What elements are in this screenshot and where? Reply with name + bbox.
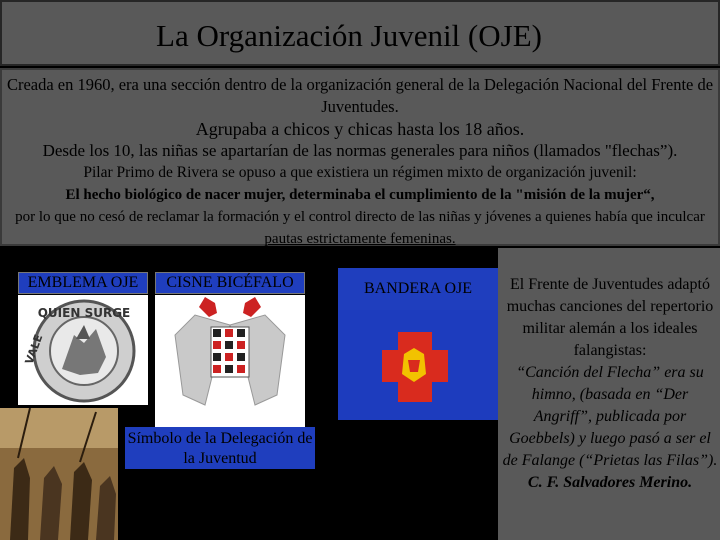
paragraph-age: Agrupaba a chicos y chicas hasta los 18 años. xyxy=(195,119,525,139)
slide-title: La Organización Juvenil (OJE) xyxy=(156,18,542,53)
paragraph-control xyxy=(2,206,718,250)
paragraph-mission: El hecho biológico de nacer mujer, determinaba el cumplimiento de la "misión de la mujer“, xyxy=(65,187,655,203)
flag-cross-icon xyxy=(338,310,498,420)
paragraph-pilar: Pilar Primo de Rivera se opuso a que existiera un régimen mixto de organización juvenil: xyxy=(83,164,637,181)
side-intro: El Frente de Juventudes adaptó muchas canciones del repertorio militar alemán a los ideales falangistas: xyxy=(506,276,714,359)
label-bandera-oje: BANDERA OJE xyxy=(338,268,498,310)
label-emblema-oje: EMBLEMA OJE xyxy=(18,272,148,294)
side-text-box xyxy=(498,248,720,540)
body-text-box xyxy=(0,68,720,246)
emblem-motto-left: VALE xyxy=(22,332,46,367)
youth-group-photo-icon xyxy=(0,408,118,540)
double-headed-eagle-icon xyxy=(155,295,305,427)
cisne-bicefalo-image xyxy=(155,295,305,427)
emblem-badge-icon xyxy=(18,295,148,405)
paragraph-control-underlined: pautas estrictamente femeninas. xyxy=(264,231,456,247)
label-cisne-bicefalo: CISNE BICÉFALO xyxy=(155,272,305,294)
historical-photo xyxy=(0,408,118,540)
side-quote: “Canción del Flecha” era su himno, (basada en “Der Angriff”, publicada por Goebbels) y luego pasó a ser el de Falange (“Prietas las Filas”). xyxy=(502,364,718,469)
bandera-oje-image xyxy=(338,310,498,420)
paragraph-creation: Creada en 1960, era una sección dentro de la organización general de la Delegación Nacional del Frente de Juventudes. xyxy=(6,75,714,116)
emblem-motto-text: QUIEN SURGE xyxy=(37,306,131,320)
paragraph-control-text: por lo que no cesó de reclamar la formación y el control directo de las niñas y jóvenes a quienes había que inculcar xyxy=(15,209,705,225)
label-simbolo-delegacion: Símbolo de la Delegación de la Juventud xyxy=(125,427,315,469)
paragraph-girls: Desde los 10, las niñas se apartarían de las normas generales para niños (llamados "flechas”). xyxy=(42,141,678,160)
side-author: C. F. Salvadores Merino. xyxy=(527,474,693,491)
emblem-oje-image xyxy=(18,295,148,405)
title-box xyxy=(0,0,720,66)
